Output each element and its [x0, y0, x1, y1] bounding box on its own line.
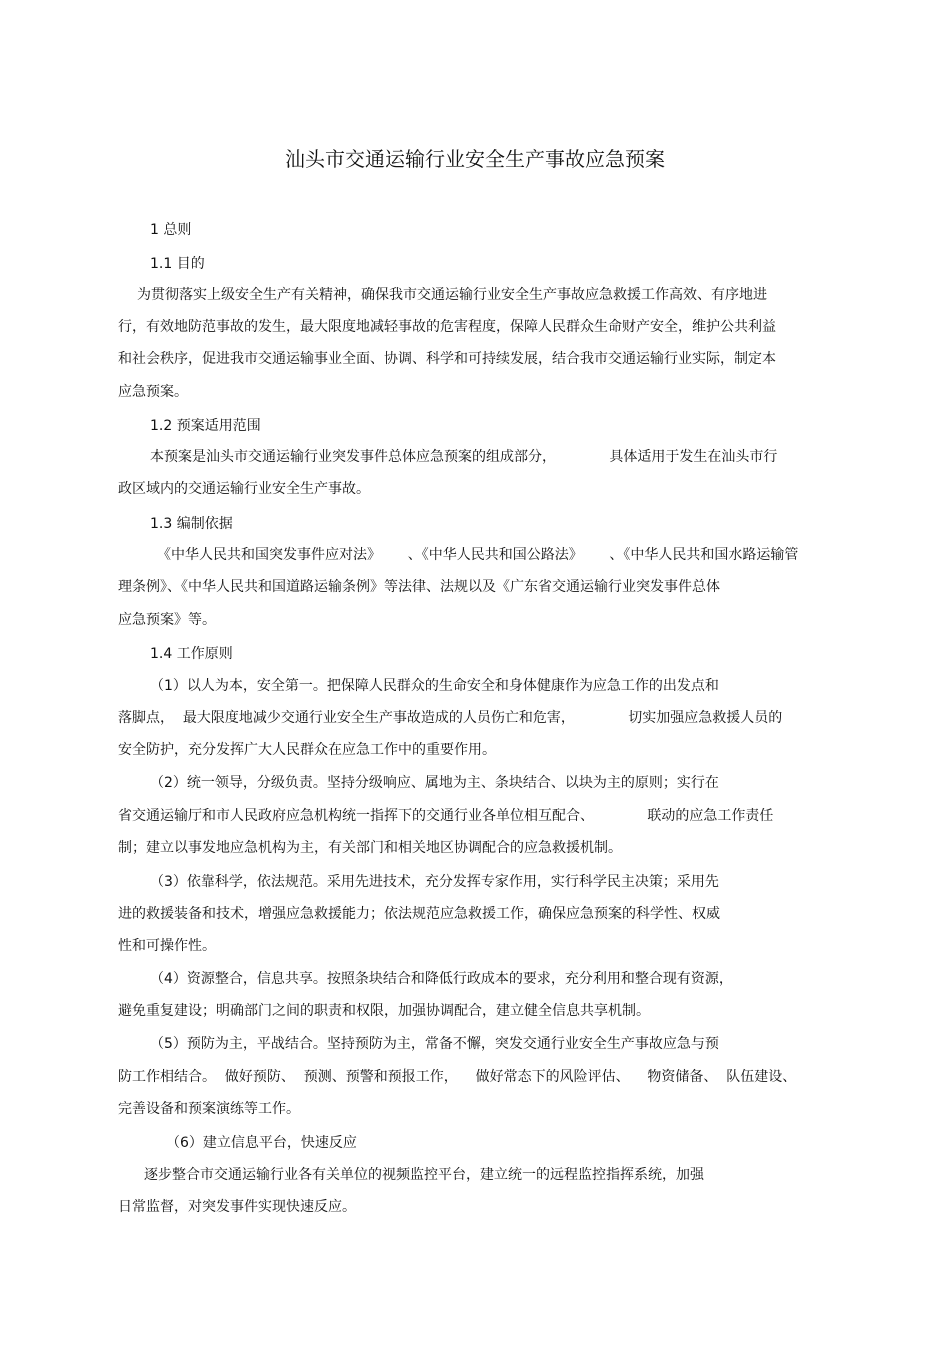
- paragraph-line: （3）依靠科学，依法规范。采用先进技术，充分发挥专家作用，实行科学民主决策；采用先: [150, 874, 719, 890]
- paragraph-line: 行，有效地防范事故的发生，最大限度地减轻事故的危害程度，保障人民群众生命财产安全，维护公共利益: [118, 319, 776, 335]
- heading-1-4: 1.4 工作原则: [150, 646, 233, 662]
- paragraph-line: 性和可操作性。: [118, 938, 216, 954]
- paragraph-line: （5）预防为主，平战结合。坚持预防为主，常备不懈，突发交通行业安全生产事故应急与预: [150, 1036, 719, 1052]
- heading-1-2: 1.2 预案适用范围: [150, 418, 261, 434]
- paragraph-line: 完善设备和预案演练等工作。: [118, 1101, 300, 1117]
- paragraph-line: 为贯彻落实上级安全生产有关精神，确保我市交通运输行业安全生产事故应急救援工作高效、有序地进: [137, 287, 767, 303]
- paragraph-line: 本预案是汕头市交通运输行业突发事件总体应急预案的组成部分， 具体适用于发生在汕头市行: [150, 449, 778, 465]
- paragraph-line: 逐步整合市交通运输行业各有关单位的视频监控平台，建立统一的远程监控指挥系统，加强: [144, 1167, 704, 1183]
- paragraph-line: 安全防护，充分发挥广大人民群众在应急工作中的重要作用。: [118, 742, 496, 758]
- paragraph-line: 日常监督，对突发事件实现快速反应。: [118, 1199, 356, 1215]
- paragraph-line: 应急预案。: [118, 384, 188, 400]
- paragraph-line: 防工作相结合。 做好预防、 预测、预警和预报工作， 做好常态下的风险评估、 物资储备、 队伍建设、: [118, 1069, 797, 1085]
- heading-1-3: 1.3 编制依据: [150, 516, 233, 532]
- paragraph-line: 制；建立以事发地应急机构为主，有关部门和相关地区协调配合的应急救援机制。: [118, 840, 622, 856]
- paragraph-line: 落脚点， 最大限度地减少交通行业安全生产事故造成的人员伤亡和危害， 切实加强应急救援人员的: [118, 710, 783, 726]
- paragraph-line: 政区域内的交通运输行业安全生产事故。: [118, 481, 370, 497]
- paragraph-line: 省交通运输厅和市人民政府应急机构统一指挥下的交通行业各单位相互配合、 联动的应急工作责任: [118, 808, 774, 824]
- paragraph-line: 《中华人民共和国突发事件应对法》 、《中华人民共和国公路法》 、《中华人民共和国水路运输管: [157, 547, 799, 563]
- paragraph-line: 和社会秩序，促进我市交通运输事业全面、协调、科学和可持续发展，结合我市交通运输行业实际，制定本: [118, 351, 776, 367]
- document-title: 汕头市交通运输行业安全生产事故应急预案: [285, 147, 665, 171]
- paragraph-line: 进的救援装备和技术，增强应急救援能力；依法规范应急救援工作，确保应急预案的科学性、权威: [118, 906, 720, 922]
- paragraph-line: 应急预案》等。: [118, 612, 216, 628]
- paragraph-line: 避免重复建设；明确部门之间的职责和权限，加强协调配合，建立健全信息共享机制。: [118, 1003, 650, 1019]
- paragraph-line: （4）资源整合，信息共享。按照条块结合和降低行政成本的要求，充分利用和整合现有资源，: [150, 971, 733, 987]
- paragraph-line: （2）统一领导，分级负责。坚持分级响应、属地为主、条块结合、以块为主的原则；实行在: [150, 775, 719, 791]
- paragraph-line: （6）建立信息平台，快速反应: [166, 1135, 357, 1151]
- paragraph-line: 理条例》、《中华人民共和国道路运输条例》等法律、法规以及《广东省交通运输行业突发事件总体: [118, 579, 720, 595]
- heading-1: 1 总则: [150, 222, 192, 238]
- paragraph-line: （1）以人为本，安全第一。把保障人民群众的生命安全和身体健康作为应急工作的出发点和: [150, 678, 719, 694]
- heading-1-1: 1.1 目的: [150, 256, 205, 272]
